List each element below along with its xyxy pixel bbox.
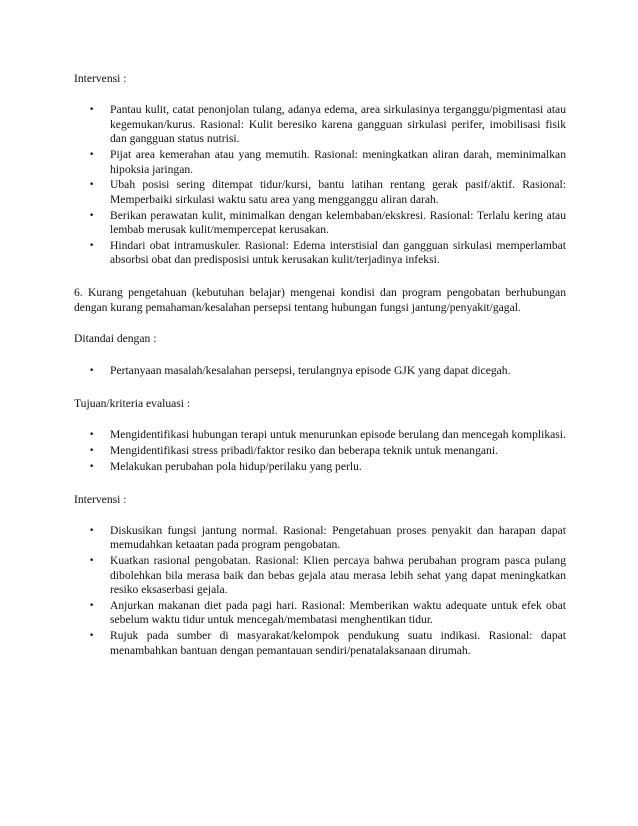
list-item: • Rujuk pada sumber di masyarakat/kelompok pendukung suatu indikasi. Rasional: dapat menambahkan bantuan dengan pemantauan sendiri/penatalaksanaan dirumah. — [89, 629, 566, 657]
intervensi-list-2 — [74, 524, 566, 658]
tujuan-list — [74, 428, 566, 474]
list-item: • Pijat area kemerahan atau yang memutih. Rasional: meningkatkan aliran darah, meminimalkan hipoksia jaringan. — [89, 148, 566, 176]
bullet-icon: • — [89, 601, 95, 612]
list-item: • Kuatkan rasional pengobatan. Rasional: Klien percaya bahwa perubahan program pasca pulang dibolehkan bila merasa baik dan bebas gejala atau merasa lebih sehat yang dapat meningkatkan resiko eksaserbasi gejala. — [89, 554, 566, 597]
list-item: • Anjurkan makanan diet pada pagi hari. Rasional: Memberikan waktu adequate untuk efek obat sebelum waktu tidur untuk mencegah/membatasi menghentikan tidur. — [89, 599, 566, 627]
list-item: • Mengidentifikasi hubungan terapi untuk menurunkan episode berulang dan mencegah komplikasi. — [89, 427, 566, 441]
list-item: • Melakukan perubahan pola hidup/perilaku yang perlu. — [89, 459, 362, 473]
bullet-icon: • — [89, 210, 95, 221]
list-item: • Diskusikan fungsi jantung normal. Rasional: Pengetahuan proses penyakit dan harapan dapat memudahkan ketaatan pada program pengobatan. — [89, 524, 566, 552]
bullet-icon: • — [89, 631, 95, 642]
section-heading-ditandai: Ditandai dengan : — [74, 332, 157, 346]
bullet-icon: • — [89, 461, 95, 472]
document-page — [74, 72, 566, 660]
bullet-icon: • — [89, 365, 95, 376]
ditandai-list — [74, 364, 566, 378]
list-item: • Pertanyaan masalah/kesalahan persepsi, terulangnya episode GJK yang dapat dicegah. — [89, 363, 511, 377]
bullet-icon: • — [89, 105, 95, 116]
bullet-icon: • — [89, 556, 95, 567]
section-heading-intervensi-2: Intervensi : — [74, 492, 127, 506]
list-item: • Ubah posisi sering ditempat tidur/kursi, bantu latihan rentang gerak pasif/aktif. Rasional: Memperbaiki sirkulasi waktu satu area yang mengganggu aliran darah. — [89, 178, 566, 206]
bullet-icon: • — [89, 150, 95, 161]
bullet-icon: • — [89, 429, 95, 440]
list-item: • Mengidentifikasi stress pribadi/faktor resiko dan beberapa teknik untuk menangani. — [89, 443, 498, 457]
bullet-icon: • — [89, 445, 95, 456]
list-item: • Berikan perawatan kulit, minimalkan dengan kelembaban/ekskresi. Rasional: Terlalu kering atau lembab merusak kulit/mempercepat kerusakan. — [89, 208, 566, 237]
section-heading-tujuan: Tujuan/kriteria evaluasi : — [74, 396, 191, 410]
diagnosis-paragraph: 6. Kurang pengetahuan (kebutuhan belajar) mengenai kondisi dan program pengobatan berhubungan dengan kurang pemahaman/kesalahan persepsi tentang hubungan fungsi jantung/penyakit/gagal. — [74, 286, 566, 314]
bullet-icon: • — [89, 526, 95, 537]
list-item: • Hindari obat intramuskuler. Rasional: Edema interstisial dan gangguan sirkulasi memperlambat absorbsi obat dan predisposisi untuk kerusakan kulit/terjadinya infeksi. — [89, 239, 566, 267]
bullet-icon: • — [89, 241, 95, 252]
bullet-icon: • — [89, 180, 95, 191]
list-item: • Pantau kulit, catat penonjolan tulang, adanya edema, area sirkulasinya terganggu/pigmentasi atau kegemukan/kurus. Rasional: Kulit beresiko karena gangguan sirkulasi perifer, imobilisasi fisik dan gangguan status nutrisi. — [89, 103, 566, 146]
section-heading-intervensi-1: Intervensi : — [74, 72, 127, 85]
intervensi-list-1 — [74, 103, 566, 267]
